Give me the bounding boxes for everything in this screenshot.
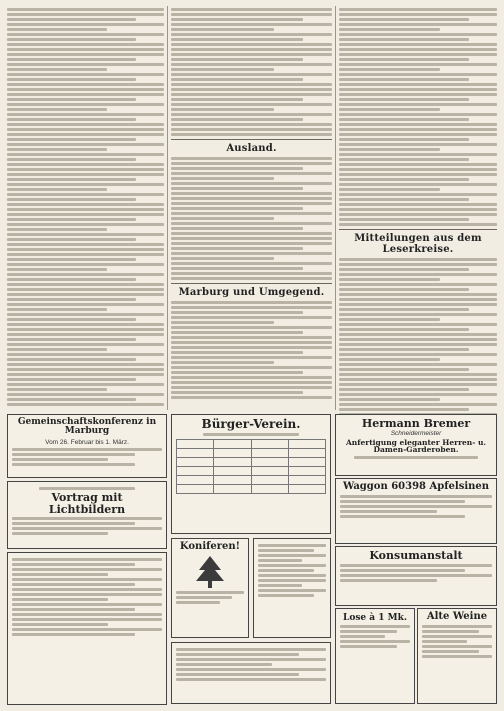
body-text-line <box>171 227 303 230</box>
body-text-line <box>171 262 332 265</box>
section-heading-notices: Mitteilungen aus dem Leserkreise. <box>354 233 482 255</box>
section-heading-region: Marburg und Umgegend. <box>178 287 325 298</box>
body-text-line <box>171 28 274 31</box>
article-column-2 <box>171 6 332 401</box>
body-text-line <box>339 118 469 121</box>
body-text-line <box>7 68 107 71</box>
ad-buerger-verein-title: Bürger-Verein. <box>201 417 301 431</box>
ad-right-column <box>335 414 497 704</box>
body-text-line <box>7 33 164 36</box>
body-text-line <box>339 313 497 316</box>
body-text-line <box>339 358 440 361</box>
body-text-line <box>339 273 497 276</box>
body-text-line <box>339 113 497 116</box>
body-text-line <box>7 173 164 176</box>
body-text-line <box>339 63 497 66</box>
body-text-line <box>7 313 164 316</box>
body-text-line <box>339 338 497 341</box>
body-text-line <box>7 278 136 281</box>
body-text-line <box>339 373 497 376</box>
body-text-line <box>7 238 136 241</box>
body-text-line <box>171 68 274 71</box>
body-text-line <box>7 8 164 11</box>
body-text-line <box>339 88 497 91</box>
body-text-line <box>339 163 497 166</box>
body-text-line <box>7 233 164 236</box>
body-text-line <box>339 363 497 366</box>
body-text-line <box>339 208 497 211</box>
body-text-line <box>339 148 440 151</box>
conifer-tree-icon <box>194 555 226 589</box>
body-text-line <box>339 298 497 301</box>
body-text-line <box>339 128 497 131</box>
body-text-line <box>171 177 274 180</box>
body-text-line <box>171 23 332 26</box>
body-text-line <box>7 253 164 256</box>
body-text-line <box>339 213 497 216</box>
body-text-line <box>339 73 497 76</box>
body-text-line <box>7 218 136 221</box>
body-text-line <box>339 38 469 41</box>
body-text-line <box>339 378 497 381</box>
body-text-line <box>7 43 164 46</box>
body-text-line <box>7 398 136 401</box>
body-text-line <box>7 318 136 321</box>
body-text-line <box>7 198 136 201</box>
body-text-line <box>171 123 332 126</box>
body-text-line <box>171 48 332 51</box>
body-text-line <box>7 263 164 266</box>
ad-buerger-verein <box>171 414 331 534</box>
body-text-line <box>171 356 332 359</box>
body-text-line <box>339 178 469 181</box>
body-text-line <box>339 348 469 351</box>
body-text-line <box>171 73 332 76</box>
body-text-line <box>7 163 164 166</box>
body-text-line <box>339 158 469 161</box>
body-text-line <box>339 333 497 336</box>
body-text-line <box>7 343 164 346</box>
body-text-line <box>7 73 164 76</box>
body-text-line <box>7 208 164 211</box>
body-text-line <box>7 248 164 251</box>
ad-buerger-verein-table <box>176 439 326 494</box>
body-text-line <box>7 23 164 26</box>
body-text-line <box>339 258 497 261</box>
body-text-line <box>7 128 164 131</box>
body-text-line <box>339 353 497 356</box>
ad-small-notice <box>253 538 331 638</box>
body-text-line <box>339 83 497 86</box>
body-text-line <box>171 187 303 190</box>
body-text-line <box>339 123 497 126</box>
ad-bremer-trade: Schneidermeister <box>390 429 442 437</box>
body-text-line <box>7 103 164 106</box>
body-text-line <box>7 98 136 101</box>
body-text-line <box>339 393 497 396</box>
body-text-line <box>339 408 469 411</box>
body-text-line <box>171 366 332 369</box>
body-text-line <box>339 188 440 191</box>
ad-apfelsinen <box>335 478 497 544</box>
body-text-line <box>171 13 332 16</box>
article-column-1 <box>7 6 164 408</box>
body-text-line <box>7 18 136 21</box>
body-text-line <box>339 8 497 11</box>
body-text-line <box>339 133 497 136</box>
body-text-line <box>7 293 164 296</box>
body-text-line <box>7 138 136 141</box>
body-text-line <box>339 53 497 56</box>
body-text-line <box>339 268 469 271</box>
body-text-line <box>7 113 164 116</box>
body-text-line <box>171 18 303 21</box>
body-text-line <box>7 268 107 271</box>
body-text-line <box>339 33 497 36</box>
body-text-line <box>339 78 469 81</box>
body-text-line <box>7 108 107 111</box>
ad-apfelsinen-heading <box>340 482 492 493</box>
section-heading-abroad: Ausland. <box>226 143 277 154</box>
body-text-line <box>339 263 497 266</box>
body-text-line <box>7 373 164 376</box>
body-text-line <box>339 13 497 16</box>
body-text-line <box>7 308 107 311</box>
ad-conference-title: Gemeinschaftskonferenz in Marburg <box>17 417 157 437</box>
body-text-line <box>171 192 332 195</box>
body-text-line <box>171 202 332 205</box>
body-text-line <box>171 63 332 66</box>
body-text-line <box>7 148 107 151</box>
body-text-line <box>171 386 332 389</box>
body-text-line <box>339 23 497 26</box>
body-text-line <box>339 103 497 106</box>
body-text-line <box>171 341 332 344</box>
body-text-line <box>7 403 164 406</box>
ad-lose-title: Lose à 1 Mk. <box>343 613 407 623</box>
body-text-line <box>171 331 303 334</box>
body-text-line <box>7 158 136 161</box>
ad-listings <box>7 552 167 705</box>
body-text-line <box>339 308 469 311</box>
body-text-line <box>339 143 497 146</box>
ad-koniferen <box>171 538 249 638</box>
ad-pferdelose <box>335 608 415 704</box>
body-text-line <box>171 371 303 374</box>
body-text-line <box>171 58 303 61</box>
body-text-line <box>339 318 440 321</box>
body-text-line <box>171 321 274 324</box>
body-text-line <box>7 243 164 246</box>
ad-apfelsinen-item: Apfelsinen <box>429 481 490 492</box>
body-text-line <box>171 306 332 309</box>
body-text-line <box>7 363 164 366</box>
body-text-line <box>339 223 497 226</box>
body-text-line <box>7 348 107 351</box>
body-text-line <box>339 283 497 286</box>
body-text-line <box>171 212 332 215</box>
body-text-line <box>339 153 497 156</box>
body-text-line <box>171 43 332 46</box>
body-text-line <box>171 391 303 394</box>
body-text-line <box>171 103 332 106</box>
body-text-line <box>7 213 164 216</box>
body-text-line <box>171 38 303 41</box>
body-text-line <box>339 278 440 281</box>
ad-bremer-tailor <box>335 414 497 476</box>
body-text-line <box>7 393 164 396</box>
body-text-line <box>171 33 332 36</box>
body-text-line <box>7 78 136 81</box>
body-text-line <box>171 162 332 165</box>
body-text-line <box>7 383 164 386</box>
body-text-line <box>171 242 332 245</box>
body-text-line <box>7 143 164 146</box>
body-text-line <box>171 128 332 131</box>
body-text-line <box>171 316 332 319</box>
body-text-line <box>171 118 303 121</box>
body-text-line <box>171 53 332 56</box>
body-text-line <box>7 223 164 226</box>
body-text-line <box>339 28 440 31</box>
body-text-line <box>7 388 107 391</box>
body-text-line <box>7 13 164 16</box>
body-text-line <box>7 303 164 306</box>
body-text-line <box>7 203 164 206</box>
ad-alte-weine-title: Alte Weine <box>426 611 488 622</box>
body-text-line <box>171 351 303 354</box>
body-text-line <box>7 228 107 231</box>
body-text-line <box>339 343 497 346</box>
body-text-line <box>7 353 164 356</box>
body-text-line <box>171 78 303 81</box>
body-text-line <box>171 267 303 270</box>
body-text-line <box>7 283 164 286</box>
body-text-line <box>7 288 164 291</box>
ad-conference-date: Vom 26. Februar bis 1. März. <box>45 438 129 446</box>
body-text-line <box>171 83 332 86</box>
section-rule <box>171 283 332 284</box>
body-text-line <box>171 301 332 304</box>
body-text-line <box>7 28 107 31</box>
body-text-line <box>171 217 274 220</box>
body-text-line <box>171 381 332 384</box>
body-text-line <box>339 43 497 46</box>
body-text-line <box>339 328 469 331</box>
ad-koniferen-title: Koniferen! <box>179 541 241 552</box>
body-text-line <box>7 88 164 91</box>
body-text-line <box>171 167 303 170</box>
body-text-line <box>7 188 107 191</box>
body-text-line <box>339 383 497 386</box>
body-text-line <box>7 273 164 276</box>
body-text-line <box>171 172 332 175</box>
body-text-line <box>339 218 469 221</box>
body-text-line <box>171 93 332 96</box>
body-text-line <box>339 368 469 371</box>
body-text-line <box>7 168 164 171</box>
ad-conference <box>7 414 167 478</box>
body-text-line <box>171 232 332 235</box>
body-text-line <box>171 326 332 329</box>
column-divider <box>167 6 168 410</box>
ad-apfelsinen-number: 60398 <box>391 481 426 492</box>
body-text-line <box>171 113 332 116</box>
ad-bremer-name: Hermann Bremer <box>361 417 471 430</box>
body-text-line <box>171 182 332 185</box>
section-rule <box>339 229 497 230</box>
body-text-line <box>7 378 136 381</box>
body-text-line <box>339 138 469 141</box>
body-text-line <box>7 338 136 341</box>
ad-konsumanstalt <box>335 546 497 606</box>
body-text-line <box>7 323 164 326</box>
body-text-line <box>339 198 469 201</box>
body-text-line <box>171 257 274 260</box>
body-text-line <box>171 361 274 364</box>
ad-lecture-title: Vortrag mit Lichtbildern <box>48 491 126 516</box>
body-text-line <box>7 53 164 56</box>
body-text-line <box>7 48 164 51</box>
body-text-line <box>171 157 332 160</box>
body-text-line <box>339 303 497 306</box>
body-text-line <box>339 108 440 111</box>
body-text-line <box>339 93 497 96</box>
ad-apfelsinen-word: Waggon <box>342 481 388 492</box>
body-text-line <box>171 376 332 379</box>
body-text-line <box>7 328 164 331</box>
body-text-line <box>7 333 164 336</box>
body-text-line <box>171 98 303 101</box>
body-text-line <box>171 252 332 255</box>
body-text-line <box>171 346 332 349</box>
body-text-line <box>171 237 332 240</box>
body-text-line <box>171 133 332 136</box>
body-text-line <box>7 298 136 301</box>
body-text-line <box>171 277 332 280</box>
advertisement-section <box>7 414 497 705</box>
body-text-line <box>171 197 332 200</box>
body-text-line <box>171 222 332 225</box>
article-column-3 <box>339 6 497 418</box>
ad-middle-column <box>171 414 331 704</box>
body-text-line <box>339 98 469 101</box>
body-text-line <box>7 63 164 66</box>
body-text-line <box>339 323 497 326</box>
body-text-line <box>7 183 164 186</box>
body-text-line <box>171 336 332 339</box>
body-text-line <box>339 293 497 296</box>
body-text-line <box>339 168 497 171</box>
ad-konsumanstalt-title: Konsumanstalt <box>369 549 463 562</box>
body-text-line <box>339 48 497 51</box>
ad-alte-weine <box>417 608 497 704</box>
body-text-line <box>171 311 303 314</box>
body-text-line <box>339 403 497 406</box>
body-text-line <box>171 108 274 111</box>
ad-bottom-middle <box>171 642 331 704</box>
body-text-line <box>7 58 136 61</box>
body-text-line <box>7 83 164 86</box>
body-text-line <box>339 183 497 186</box>
body-text-line <box>7 38 136 41</box>
body-text-line <box>7 93 164 96</box>
body-text-line <box>339 398 440 401</box>
body-text-line <box>7 153 164 156</box>
body-text-line <box>339 58 469 61</box>
body-text-line <box>7 368 164 371</box>
body-text-line <box>171 207 303 210</box>
ad-lecture <box>7 481 167 549</box>
body-text-line <box>171 272 332 275</box>
body-text-line <box>7 193 164 196</box>
body-text-line <box>339 18 469 21</box>
body-text-line <box>7 123 164 126</box>
body-text-line <box>7 258 136 261</box>
body-text-line <box>7 133 164 136</box>
body-text-line <box>339 288 469 291</box>
body-text-line <box>339 173 497 176</box>
column-divider <box>335 6 336 410</box>
body-text-line <box>7 178 136 181</box>
body-text-line <box>7 358 136 361</box>
body-text-line <box>339 203 497 206</box>
body-text-line <box>171 247 303 250</box>
body-text-line <box>171 396 332 399</box>
body-text-line <box>171 8 332 11</box>
body-text-line <box>339 68 440 71</box>
body-text-line <box>339 193 497 196</box>
ad-bremer-title: Anfertigung eleganter Herren- u. Damen-Garderoben. <box>345 437 487 455</box>
body-text-line <box>171 88 332 91</box>
section-rule <box>171 139 332 140</box>
body-text-line <box>7 118 136 121</box>
body-text-line <box>339 388 469 391</box>
